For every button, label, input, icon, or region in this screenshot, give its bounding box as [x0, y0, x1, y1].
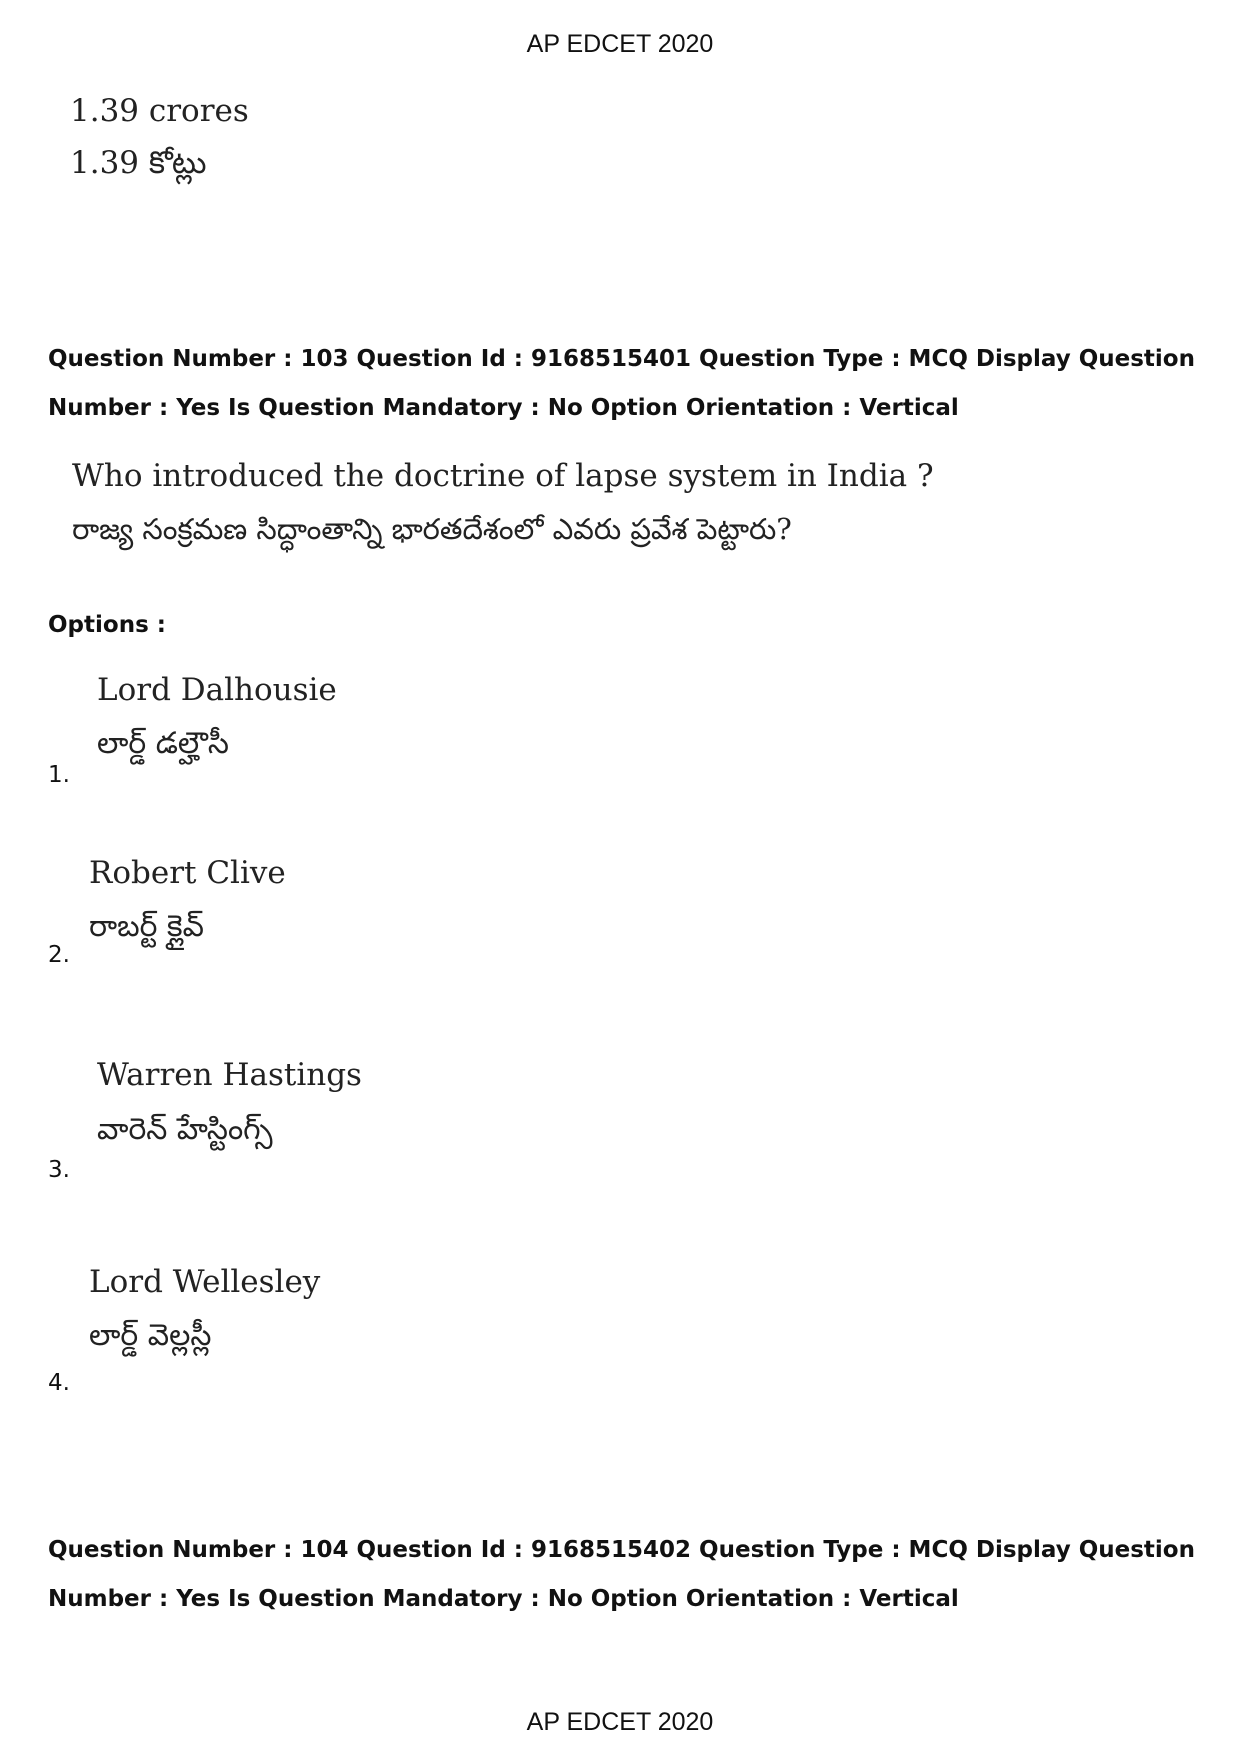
option-1-telugu: లార్డ్ డల్హౌసీ — [97, 726, 229, 761]
options-label: Options : — [48, 612, 166, 638]
question-104-meta-line1: Question Number : 104 Question Id : 9168515402 Question Type : MCQ Display Question — [48, 1537, 1195, 1563]
option-4-english: Lord Wellesley — [89, 1264, 321, 1300]
previous-option-telugu: 1.39 కోట్లు — [70, 145, 207, 181]
option-1-number: 1. — [48, 762, 70, 788]
option-4-telugu: లార్డ్ వెల్లస్లీ — [89, 1318, 212, 1353]
option-2-number: 2. — [48, 942, 70, 968]
previous-option-english: 1.39 crores — [70, 93, 249, 129]
question-103-meta-line2: Number : Yes Is Question Mandatory : No Option Orientation : Vertical — [48, 395, 959, 421]
option-3-number: 3. — [48, 1157, 70, 1183]
page-header: AP EDCET 2020 — [526, 30, 714, 58]
option-3-english: Warren Hastings — [97, 1057, 362, 1093]
question-103-metadata — [48, 335, 1198, 433]
question-103-meta-line1: Question Number : 103 Question Id : 9168515401 Question Type : MCQ Display Question — [48, 346, 1195, 372]
question-103-text-english: Who introduced the doctrine of lapse system in India ? — [72, 458, 934, 494]
question-104-meta-line2: Number : Yes Is Question Mandatory : No Option Orientation : Vertical — [48, 1586, 959, 1612]
question-103-text-telugu: రాజ్య సంక్రమణ సిద్ధాంతాన్ని భారతదేశంలో ఎవరు ప్రవేశ పెట్టారు? — [72, 512, 792, 546]
option-3-telugu: వారెన్ హేస్టింగ్స్ — [97, 1112, 273, 1147]
option-2-english: Robert Clive — [89, 855, 286, 891]
question-104-metadata — [48, 1526, 1198, 1624]
option-1-english: Lord Dalhousie — [97, 672, 337, 708]
option-2-telugu: రాబర్ట్ క్లైవ్ — [89, 909, 204, 944]
option-4-number: 4. — [48, 1370, 70, 1396]
page-footer: AP EDCET 2020 — [526, 1708, 714, 1736]
